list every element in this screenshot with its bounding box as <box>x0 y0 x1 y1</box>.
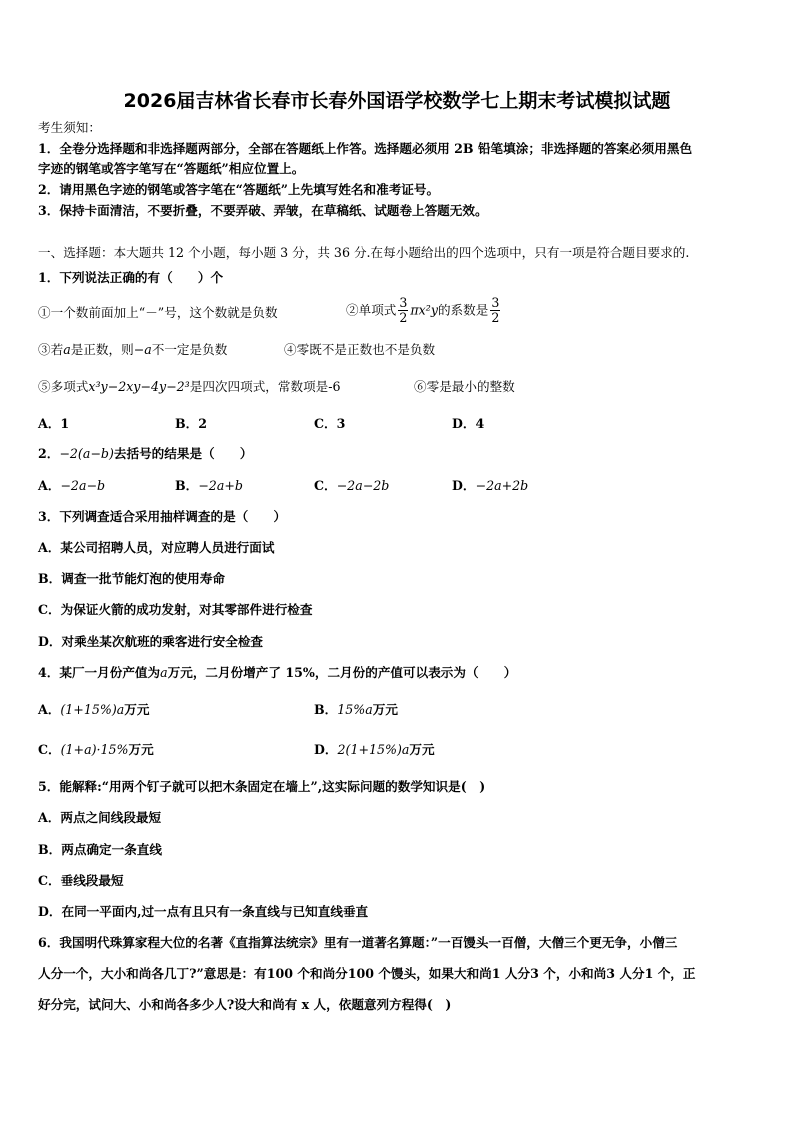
monomial: πx²y <box>410 302 438 318</box>
notice-item-2: 2．请用黑色字迹的钢笔或答字笔在“答题纸”上先填写姓名和准考证号。 <box>38 182 440 197</box>
q3-option-a: A．某公司招聘人员，对应聘人员进行面试 <box>38 540 275 555</box>
notice-item-1: 1．全卷分选择题和非选择题两部分，全部在答题纸上作答。选择题必须用 2B 铅笔填涂；非选择题的答案必须用黑色 <box>38 141 693 156</box>
q2-stem: 2．−2(a−b)去括号的结果是（ ） <box>38 446 253 461</box>
q1-statement-3: ③若a是正数，则−a不一定是负数 <box>38 342 228 357</box>
q3-option-b: B．调查一批节能灯泡的使用寿命 <box>38 571 225 586</box>
q1-statement-2 <box>346 296 502 326</box>
q4-option-c: C．(1+a)·15%万元 <box>38 742 154 757</box>
q1-statement-5: ⑤多项式x³y−2xy−4y−2³是四次四项式，常数项是-6 <box>38 379 341 394</box>
q2-option-c: C．−2a−2b <box>314 478 390 493</box>
fraction: $\frac{3}{2}$ <box>399 295 408 326</box>
q3-stem: 3．下列调查适合采用抽样调查的是（ ） <box>38 509 287 524</box>
q1-option-d: D．4 <box>452 416 485 431</box>
q1-option-b: B．2 <box>175 416 208 431</box>
q4-option-d: D．2(1+15%)a万元 <box>314 742 435 757</box>
q1-statement-6: ⑥零是最小的整数 <box>414 379 515 394</box>
q5-stem: 5．能解释:“用两个钉子就可以把木条固定在墙上”,这实际问题的数学知识是( ) <box>38 779 486 794</box>
q6-line-3: 好分完，试问大、小和尚各多少人?设大和尚有 x 人，依题意列方程得( ) <box>38 997 452 1012</box>
notice-item-3: 3．保持卡面清洁，不要折叠，不要弄破、弄皱，在草稿纸、试题卷上答题无效。 <box>38 203 488 218</box>
q6-line-2: 人分一个，大小和尚各几丁?”意思是：有100 个和尚分100 个馒头，如果大和尚1 人分3 个，小和尚3 人分1 个，正 <box>38 966 696 981</box>
q1-statement-4: ④零既不是正数也不是负数 <box>284 342 436 357</box>
q1-option-c: C．3 <box>314 416 346 431</box>
notice-item-1-cont: 字迹的钢笔或答字笔写在“答题纸”相应位置上。 <box>38 161 305 176</box>
notice-heading: 考生须知： <box>38 120 101 135</box>
q2-option-b: B．−2a+b <box>175 478 243 493</box>
section-heading: 一、选择题：本大题共 12 个小题，每小题 3 分，共 36 分.在每小题给出的四个选项中，只有一项是符合题目要求的. <box>38 245 690 260</box>
page-title: 2026届吉林省长春市长春外国语学校数学七上期末考试模拟试题 <box>123 90 671 112</box>
q3-option-c: C．为保证火箭的成功发射，对其零部件进行检查 <box>38 602 313 617</box>
q1-stem: 1．下列说法正确的有（ ）个 <box>38 270 224 285</box>
q4-option-b: B．15%a万元 <box>314 702 398 717</box>
q5-option-c: C．垂线段最短 <box>38 873 124 888</box>
q4-stem: 4．某厂一月份产值为a万元，二月份增产了 15%，二月份的产值可以表示为（ ） <box>38 665 517 680</box>
polynomial: x³y−2xy−4y−2³ <box>88 379 190 394</box>
q4-option-a: A．(1+15%)a万元 <box>38 702 150 717</box>
q3-option-d: D．对乘坐某次航班的乘客进行安全检查 <box>38 634 264 649</box>
q2-option-d: D．−2a+2b <box>452 478 529 493</box>
q1-option-a: A．1 <box>38 416 70 431</box>
q5-option-b: B．两点确定一条直线 <box>38 842 162 857</box>
q5-option-d: D．在同一平面内,过一点有且只有一条直线与已知直线垂直 <box>38 904 369 919</box>
q6-line-1: 6．我国明代珠算家程大位的名著《直指算法统宗》里有一道著名算题：”一百馒头一百僧，大僧三个更无争，小僧三 <box>38 935 678 950</box>
q5-option-a: A．两点之间线段最短 <box>38 810 162 825</box>
q1-statement-2-tail: 的系数是 <box>437 302 489 318</box>
fraction: $\frac{3}{2}$ <box>491 295 500 326</box>
q1-statement-1: ①一个数前面加上“－”号，这个数就是负数 <box>38 305 278 320</box>
q1-statement-2-label: ②单项式 <box>346 302 397 318</box>
q2-option-a: A．−2a−b <box>38 478 106 493</box>
